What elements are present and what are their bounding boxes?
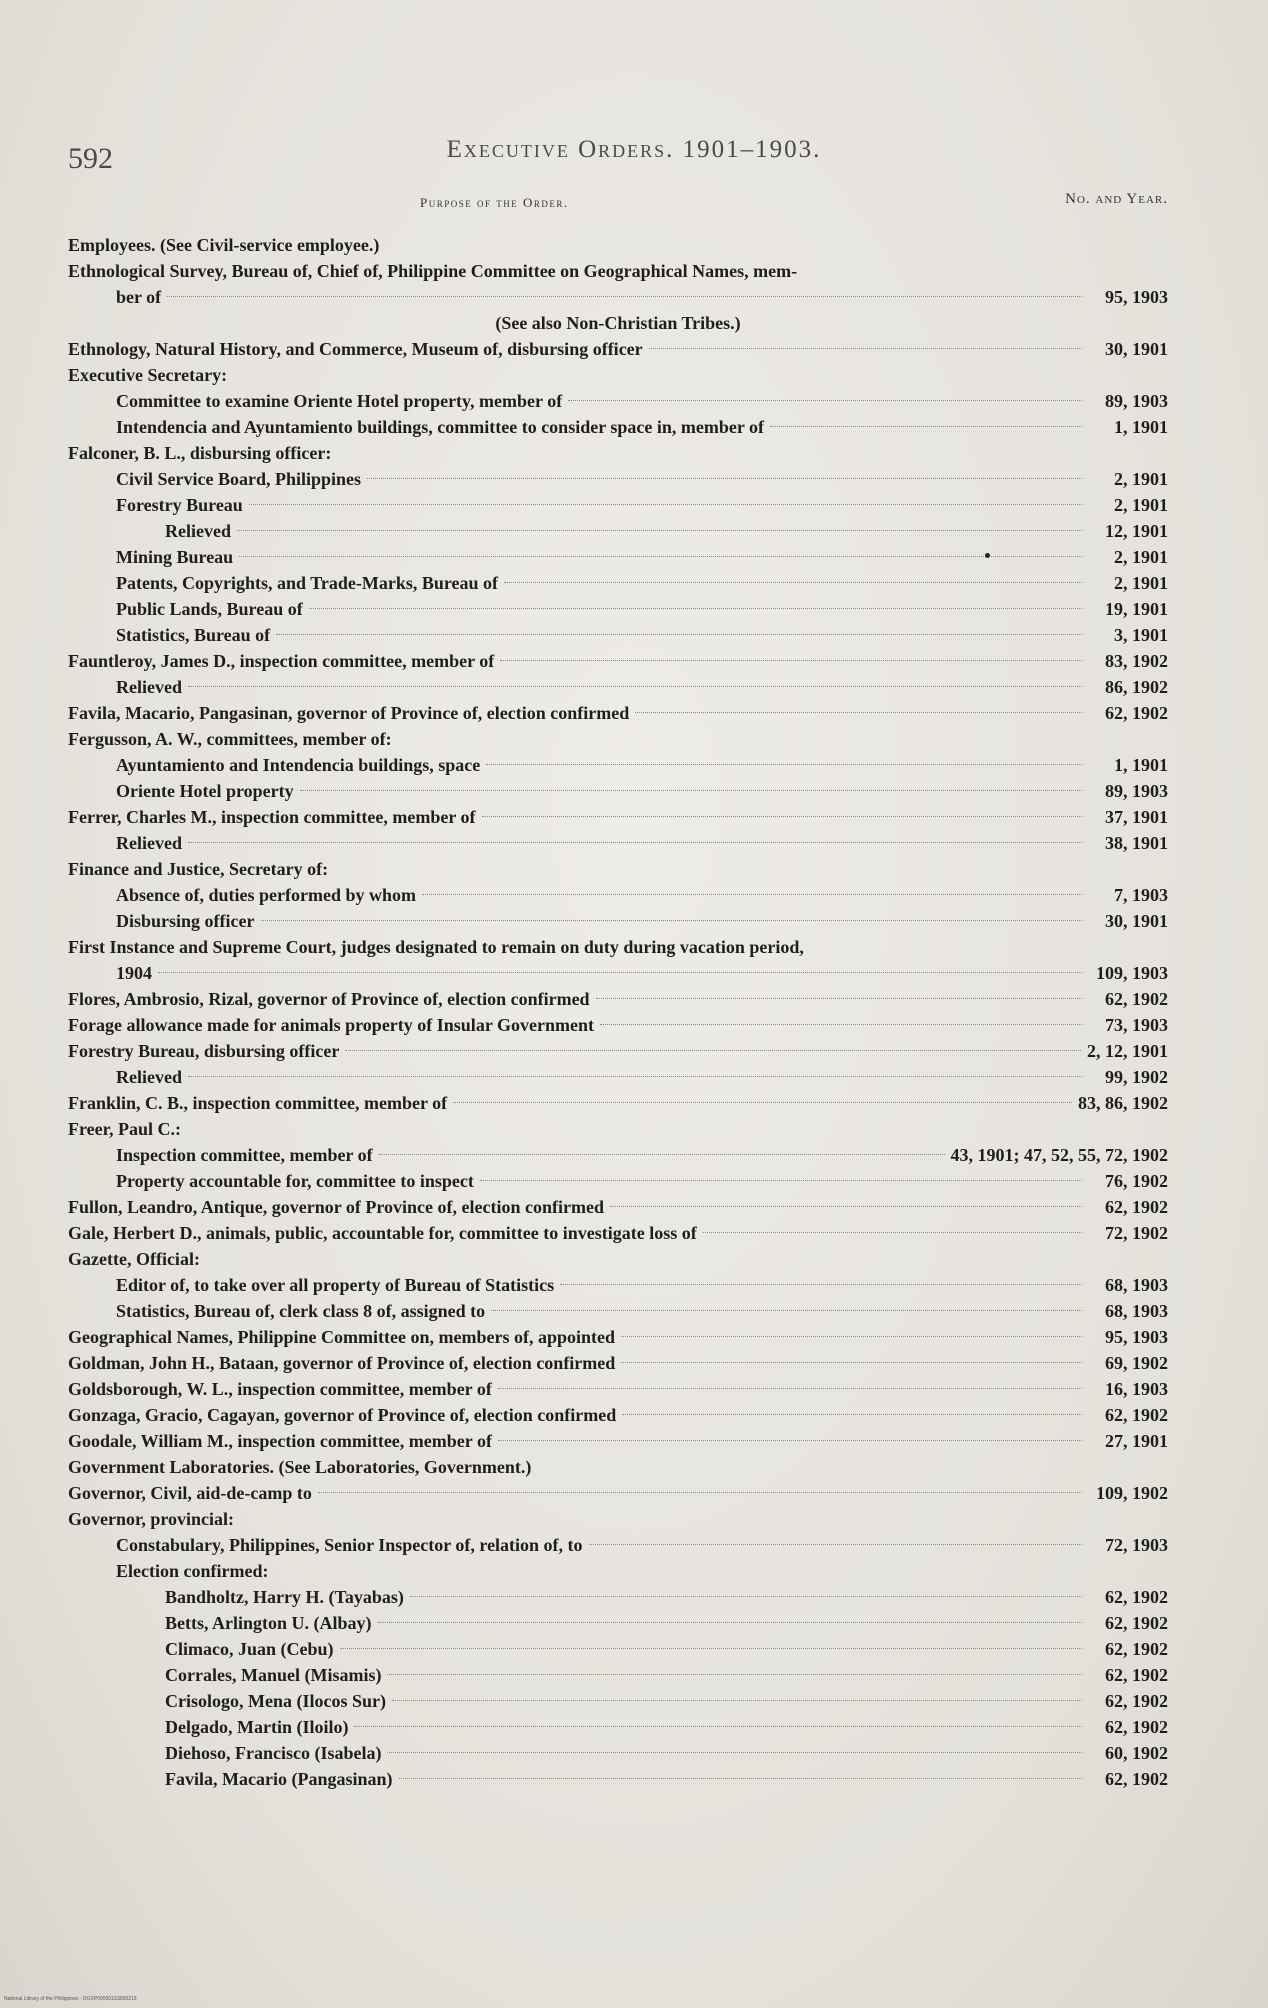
dot-leader <box>422 894 1082 895</box>
dot-leader <box>167 296 1082 297</box>
entry-order-number-year: 1, 1901 <box>1114 417 1168 437</box>
index-entry <box>68 1506 1168 1532</box>
dot-leader <box>249 504 1082 505</box>
entry-text: Gonzaga, Gracio, Cagayan, governor of Province of, election confirmed <box>68 1405 617 1425</box>
entry-text: Relieved <box>116 833 182 853</box>
index-entry <box>68 518 1168 544</box>
index-entry <box>68 908 1168 934</box>
entry-text: Ferrer, Charles M., inspection committee, member of <box>68 807 476 827</box>
entry-text: Gale, Herbert D., animals, public, accountable for, committee to investigate loss of <box>68 1223 697 1243</box>
index-entry <box>68 1038 1168 1064</box>
dot-leader <box>703 1232 1082 1233</box>
entry-text: Relieved <box>116 677 182 697</box>
entry-text: Governor, Civil, aid-de-camp to <box>68 1483 312 1503</box>
index-entry <box>68 1454 1168 1480</box>
entry-order-number-year: 62, 1902 <box>1105 1405 1168 1425</box>
entry-text: Mining Bureau <box>116 547 234 567</box>
entry-order-number-year: 62, 1902 <box>1105 1691 1168 1711</box>
entry-order-number-year: 7, 1903 <box>1114 885 1168 905</box>
dot-leader <box>770 426 1082 427</box>
dot-leader <box>188 842 1082 843</box>
entry-order-number-year: 62, 1902 <box>1105 1769 1168 1789</box>
index-entry <box>68 284 1168 310</box>
entry-text: Statistics, Bureau of <box>116 625 271 645</box>
dot-leader <box>309 608 1082 609</box>
entry-text: Relieved <box>116 1067 182 1087</box>
index-entry <box>68 1662 1168 1688</box>
dot-leader <box>600 1024 1082 1025</box>
dot-leader <box>387 1674 1082 1675</box>
entry-text: Forestry Bureau, disbursing officer <box>68 1041 340 1061</box>
dot-leader <box>498 1440 1082 1441</box>
entry-order-number-year: 69, 1902 <box>1105 1353 1168 1373</box>
index-entry <box>68 752 1168 778</box>
index-entry <box>68 1012 1168 1038</box>
index-entry <box>68 674 1168 700</box>
dot-leader <box>158 972 1082 973</box>
dot-leader <box>318 1492 1082 1493</box>
entry-text: Goodale, William M., inspection committee, member of <box>68 1431 492 1451</box>
index-entry <box>68 1688 1168 1714</box>
entry-order-number-year: 68, 1903 <box>1105 1275 1168 1295</box>
entry-text: Absence of, duties performed by whom <box>116 885 416 905</box>
entry-text: Climaco, Juan (Cebu) <box>165 1639 334 1659</box>
page-number: 592 <box>68 142 113 175</box>
index-entry <box>68 960 1168 986</box>
entry-order-number-year: 30, 1901 <box>1105 339 1168 359</box>
entry-order-number-year: 89, 1903 <box>1105 781 1168 801</box>
index-entry <box>68 804 1168 830</box>
entry-text: Goldman, John H., Bataan, governor of Province of, election confirmed <box>68 1353 616 1373</box>
dot-leader <box>491 1310 1082 1311</box>
dot-leader <box>367 478 1082 479</box>
column-head-number-year: No. and Year. <box>1065 191 1168 207</box>
entry-order-number-year: 12, 1901 <box>1105 521 1168 541</box>
dot-leader <box>560 1284 1082 1285</box>
index-entry <box>68 1428 1168 1454</box>
entry-text: First Instance and Supreme Court, judges designated to remain on duty during vacation period, <box>68 937 804 957</box>
dot-leader <box>635 712 1082 713</box>
entry-text: Fullon, Leandro, Antique, governor of Province of, election confirmed <box>68 1197 604 1217</box>
dot-leader <box>610 1206 1082 1207</box>
entry-text: Franklin, C. B., inspection committee, member of <box>68 1093 448 1113</box>
entry-text: Fauntleroy, James D., inspection committee, member of <box>68 651 495 671</box>
index-entry <box>68 1272 1168 1298</box>
entry-order-number-year: 2, 1901 <box>1114 495 1168 515</box>
entry-text: Ethnological Survey, Bureau of, Chief of, Philippine Committee on Geographical Names, mem- <box>68 261 798 281</box>
entry-order-number-year: 62, 1902 <box>1105 1639 1168 1659</box>
entry-order-number-year: 72, 1902 <box>1105 1223 1168 1243</box>
entry-text: Governor, provincial: <box>68 1509 234 1529</box>
entry-text: Intendencia and Ayuntamiento buildings, committee to consider space in, member of <box>116 417 765 437</box>
dot-leader <box>392 1700 1082 1701</box>
index-entry <box>68 986 1168 1012</box>
dot-leader <box>345 1050 1081 1051</box>
dot-leader <box>239 556 1082 557</box>
entry-text: Favila, Macario (Pangasinan) <box>165 1769 393 1789</box>
entry-text: Statistics, Bureau of, clerk class 8 of, assigned to <box>116 1301 486 1321</box>
scan-speck <box>985 553 990 558</box>
entry-text: Corrales, Manuel (Misamis) <box>165 1665 382 1685</box>
entry-order-number-year: 38, 1901 <box>1105 833 1168 853</box>
dot-leader <box>261 920 1083 921</box>
entry-order-number-year: 62, 1902 <box>1105 1587 1168 1607</box>
entry-text: Disbursing officer <box>116 911 255 931</box>
dot-leader <box>276 634 1082 635</box>
entry-order-number-year: 89, 1903 <box>1105 391 1168 411</box>
entry-order-number-year: 37, 1901 <box>1105 807 1168 827</box>
index-entry <box>68 492 1168 518</box>
index-entry <box>68 1584 1168 1610</box>
index-entry <box>68 1220 1168 1246</box>
entry-text: Public Lands, Bureau of <box>116 599 303 619</box>
index-entry <box>68 544 1168 570</box>
entry-text: Oriente Hotel property <box>116 781 294 801</box>
index-entry <box>68 856 1168 882</box>
index-entry <box>68 1636 1168 1662</box>
dot-leader <box>568 400 1082 401</box>
entry-text: Patents, Copyrights, and Trade-Marks, Bureau of <box>116 573 499 593</box>
entry-order-number-year: 3, 1901 <box>1114 625 1168 645</box>
entry-order-number-year: 27, 1901 <box>1105 1431 1168 1451</box>
dot-leader <box>589 1544 1082 1545</box>
dot-leader <box>379 1154 945 1155</box>
index-entry <box>68 1142 1168 1168</box>
entry-order-number-year: 73, 1903 <box>1105 1015 1168 1035</box>
scan-footer: National Library of the Philippines · DOXP000001S3006219 <box>4 1996 137 2002</box>
dot-leader <box>621 1362 1082 1363</box>
entry-order-number-year: 72, 1903 <box>1105 1535 1168 1555</box>
index-entry <box>68 1402 1168 1428</box>
index-entry <box>68 1350 1168 1376</box>
entry-text: Betts, Arlington U. (Albay) <box>165 1613 372 1633</box>
dot-leader <box>188 1076 1082 1077</box>
entry-text: Constabulary, Philippines, Senior Inspector of, relation of, to <box>116 1535 583 1555</box>
dot-leader <box>237 530 1082 531</box>
entry-order-number-year: 83, 1902 <box>1105 651 1168 671</box>
index-entry <box>68 1090 1168 1116</box>
entry-text: Forestry Bureau <box>116 495 243 515</box>
entry-text: Crisologo, Mena (Ilocos Sur) <box>165 1691 386 1711</box>
entry-order-number-year: 62, 1902 <box>1105 1665 1168 1685</box>
entry-order-number-year: 86, 1902 <box>1105 677 1168 697</box>
index-entry <box>68 1558 1168 1584</box>
dot-leader <box>649 348 1082 349</box>
entry-text: Ayuntamiento and Intendencia buildings, space <box>116 755 481 775</box>
entry-text: Diehoso, Francisco (Isabela) <box>165 1743 382 1763</box>
entry-order-number-year: 19, 1901 <box>1105 599 1168 619</box>
entry-text: Geographical Names, Philippine Committee on, members of, appointed <box>68 1327 615 1347</box>
index-entry <box>68 1298 1168 1324</box>
index-entry <box>68 1194 1168 1220</box>
entry-text: Falconer, B. L., disbursing officer: <box>68 443 332 463</box>
entry-order-number-year: 43, 1901; 47, 52, 55, 72, 1902 <box>950 1145 1168 1165</box>
index-entry <box>68 1324 1168 1350</box>
entry-order-number-year: 99, 1902 <box>1105 1067 1168 1087</box>
entry-order-number-year: 62, 1902 <box>1105 1717 1168 1737</box>
running-head: Executive Orders. 1901–1903. <box>446 136 822 163</box>
dot-leader <box>504 582 1082 583</box>
entry-text: Ethnology, Natural History, and Commerce, Museum of, disbursing officer <box>68 339 643 359</box>
dot-leader <box>410 1596 1082 1597</box>
index-entry <box>68 700 1168 726</box>
dot-leader <box>354 1726 1082 1727</box>
index-entry <box>68 1714 1168 1740</box>
entry-text: Fergusson, A. W., committees, member of: <box>68 729 392 749</box>
index-entry <box>68 1610 1168 1636</box>
index-entry <box>68 1376 1168 1402</box>
index-entry <box>68 778 1168 804</box>
entry-text: Government Laboratories. (See Laboratories, Government.) <box>68 1457 532 1477</box>
dot-leader <box>453 1102 1072 1103</box>
entry-text: (See also Non-Christian Tribes.) <box>495 313 741 333</box>
index-entry <box>68 310 1168 336</box>
entry-order-number-year: 2, 1901 <box>1114 573 1168 593</box>
entry-order-number-year: 76, 1902 <box>1105 1171 1168 1191</box>
index-entry <box>68 1532 1168 1558</box>
index-entry <box>68 596 1168 622</box>
index-entry <box>68 882 1168 908</box>
entry-text: ber of <box>116 287 162 307</box>
index-entry <box>68 1064 1168 1090</box>
entry-order-number-year: 62, 1902 <box>1105 703 1168 723</box>
entry-text: Gazette, Official: <box>68 1249 200 1269</box>
index-entry <box>68 1766 1168 1792</box>
dot-leader <box>482 816 1082 817</box>
entry-text: Finance and Justice, Secretary of: <box>68 859 329 879</box>
dot-leader <box>621 1336 1082 1337</box>
entry-order-number-year: 16, 1903 <box>1105 1379 1168 1399</box>
entry-text: Forage allowance made for animals property of Insular Government <box>68 1015 594 1035</box>
entry-order-number-year: 109, 1903 <box>1096 963 1168 983</box>
dot-leader <box>596 998 1082 999</box>
index-entry <box>68 1246 1168 1272</box>
index-entry <box>68 258 1168 284</box>
entry-order-number-year: 83, 86, 1902 <box>1078 1093 1168 1113</box>
entry-order-number-year: 95, 1903 <box>1105 1327 1168 1347</box>
dot-leader <box>486 764 1082 765</box>
index-entry <box>68 414 1168 440</box>
entry-text: Relieved <box>165 521 231 541</box>
dot-leader <box>500 660 1082 661</box>
entry-order-number-year: 62, 1902 <box>1105 1613 1168 1633</box>
dot-leader <box>300 790 1082 791</box>
dot-leader <box>387 1752 1082 1753</box>
entry-text: Goldsborough, W. L., inspection committee, member of <box>68 1379 492 1399</box>
index-entry <box>68 1480 1168 1506</box>
entry-order-number-year: 2, 1901 <box>1114 547 1168 567</box>
dot-leader <box>340 1648 1082 1649</box>
dot-leader <box>498 1388 1082 1389</box>
dot-leader <box>480 1180 1082 1181</box>
entry-order-number-year: 2, 1901 <box>1114 469 1168 489</box>
dot-leader <box>399 1778 1083 1779</box>
index-entry <box>68 622 1168 648</box>
entry-text: Civil Service Board, Philippines <box>116 469 362 489</box>
index-entry <box>68 336 1168 362</box>
dot-leader <box>378 1622 1083 1623</box>
index-entry <box>68 570 1168 596</box>
index-entry <box>68 1740 1168 1766</box>
entry-text: Inspection committee, member of <box>116 1145 373 1165</box>
dot-leader <box>622 1414 1082 1415</box>
entry-order-number-year: 2, 12, 1901 <box>1087 1041 1168 1061</box>
index-entry <box>68 362 1168 388</box>
entry-order-number-year: 30, 1901 <box>1105 911 1168 931</box>
index-entry <box>68 466 1168 492</box>
entry-order-number-year: 60, 1902 <box>1105 1743 1168 1763</box>
index-entry <box>68 388 1168 414</box>
entry-text: Committee to examine Oriente Hotel property, member of <box>116 391 563 411</box>
index-entry <box>68 232 1168 258</box>
index-entry <box>68 1116 1168 1142</box>
index-entry <box>68 1168 1168 1194</box>
index-entry <box>68 726 1168 752</box>
index-entry <box>68 830 1168 856</box>
entry-text: Favila, Macario, Pangasinan, governor of Province of, election confirmed <box>68 703 630 723</box>
entry-order-number-year: 68, 1903 <box>1105 1301 1168 1321</box>
entry-text: Employees. (See Civil-service employee.) <box>68 235 380 255</box>
entry-order-number-year: 95, 1903 <box>1105 287 1168 307</box>
entry-text: Property accountable for, committee to inspect <box>116 1171 474 1191</box>
entry-order-number-year: 109, 1902 <box>1096 1483 1168 1503</box>
dot-leader <box>188 686 1082 687</box>
index-entry <box>68 934 1168 960</box>
index-entry <box>68 648 1168 674</box>
entry-text: Election confirmed: <box>116 1561 269 1581</box>
entry-text: 1904 <box>116 963 152 983</box>
entry-order-number-year: 62, 1902 <box>1105 1197 1168 1217</box>
index-entry <box>68 440 1168 466</box>
column-head-purpose: Purpose of the Order. <box>420 195 569 210</box>
entry-text: Delgado, Martin (Iloilo) <box>165 1717 349 1737</box>
entry-text: Executive Secretary: <box>68 365 228 385</box>
entry-order-number-year: 62, 1902 <box>1105 989 1168 1009</box>
entry-text: Flores, Ambrosio, Rizal, governor of Province of, election confirmed <box>68 989 590 1009</box>
entry-text: Editor of, to take over all property of Bureau of Statistics <box>116 1275 555 1295</box>
entry-text: Bandholtz, Harry H. (Tayabas) <box>165 1587 404 1607</box>
entry-text: Freer, Paul C.: <box>68 1119 181 1139</box>
index-entries <box>68 232 1168 1792</box>
entry-order-number-year: 1, 1901 <box>1114 755 1168 775</box>
